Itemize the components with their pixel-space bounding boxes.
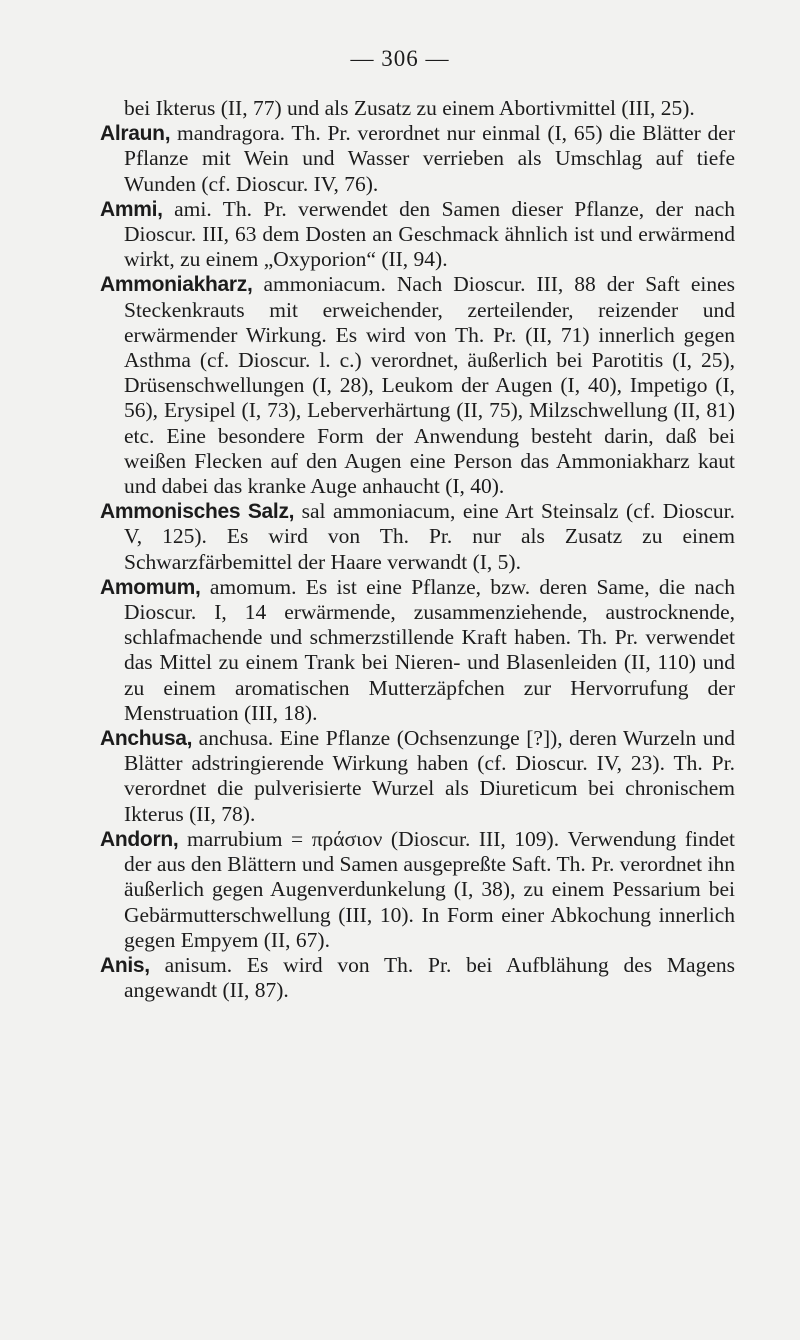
entry-body: sal ammoniacum, eine Art Steinsalz (cf. Dioscur. V, 125). Es wird von Th. Pr. nur als Zusatz zu einem Schwarzfärbemittel der Haare verwandt (I, 5). xyxy=(124,499,735,574)
entry-body: anchusa. Eine Pflanze (Ochsenzunge [?]), deren Wurzeln und Blätter adstringierende Wirkung haben (cf. Dioscur. IV, 23). Th. Pr. verordnet die pulverisierte Wurzel als Diureticum bei chronischem Ikterus (II, 78). xyxy=(124,726,735,826)
entry-heading: Ammoniakharz, xyxy=(100,273,253,297)
entry-amomum xyxy=(100,575,735,726)
page-number: — 306 — xyxy=(350,46,450,71)
entry-heading: Ammi, xyxy=(100,197,163,221)
entry-heading: Alraun, xyxy=(100,122,171,146)
entry-body: ami. Th. Pr. verwendet den Samen dieser Pflanze, der nach Dioscur. III, 63 dem Dosten an Geschmack ähnlich ist und erwärmend wirkt, zu einem „Oxyporion“ (II, 94). xyxy=(124,196,735,272)
entry-body: marrubium = πράσιον (Dioscur. III, 109). Verwendung findet der aus den Blättern und Samen ausgepreßte Saft. Th. Pr. verordnet ihn äußerlich gegen Augenverdunkelung (I, 38), zu einem Pessarium bei Gebärmutterschwellung (III, 10). In Form einer Abkochung innerlich gegen Empyem (II, 67). xyxy=(124,826,736,952)
entry-body: bei Ikterus (II, 77) und als Zusatz zu einem Abortivmittel (III, 25). xyxy=(124,96,695,120)
entry-ammonisches-salz xyxy=(100,499,735,575)
entry-body: amomum. Es ist eine Pflanze, bzw. deren Same, die nach Dioscur. I, 14 erwärmende, zusammenziehende, austrocknende, schlafmachende und schmerzstillende Kraft haben. Th. Pr. verwendet das Mittel zu einem Trank bei Nieren- und Blasenleiden (II, 110) und zu einem aromatischen Mutterzäpfchen zur Hervorrufung der Menstruation (III, 18). xyxy=(124,574,735,725)
entry-heading: Amomum, xyxy=(100,575,201,599)
entry-heading: Anis, xyxy=(100,953,150,977)
entry-anis xyxy=(100,953,735,1003)
page-text xyxy=(100,96,735,1003)
entry-heading: Andorn, xyxy=(100,827,179,851)
entry-alraun xyxy=(100,121,735,197)
entry-anchusa xyxy=(100,726,735,827)
entry-continuation xyxy=(100,96,735,121)
entry-heading: Anchusa, xyxy=(100,727,193,751)
entry-body: anisum. Es wird von Th. Pr. bei Aufblähung des Magens angewandt (II, 87). xyxy=(124,952,735,1003)
entry-ammi xyxy=(100,197,735,273)
entry-heading: Ammonisches Salz, xyxy=(100,500,295,524)
entry-andorn xyxy=(100,827,735,953)
entry-ammoniakharz xyxy=(100,272,735,499)
entry-body: ammoniacum. Nach Dioscur. III, 88 der Saft eines Steckenkrauts mit erweichender, zerteilender, reizender und erwärmender Wirkung. Es wird von Th. Pr. (II, 71) innerlich gegen Asthma (cf. Dioscur. l. c.) verordnet, äußerlich bei Parotitis (I, 25), Drüsenschwellungen (I, 28), Leukom der Augen (I, 40), Impetigo (I, 56), Erysipel (I, 73), Leberverhärtung (II, 75), Milzschwellung (II, 81) etc. Eine besondere Form der Anwendung besteht darin, daß bei weißen Flecken auf den Augen eine Person das Ammoniakharz kaut und dabei das kranke Auge anhaucht (I, 40). xyxy=(124,272,735,499)
entry-body: mandragora. Th. Pr. verordnet nur einmal (I, 65) die Blätter der Pflanze mit Wein und Wasser verrieben als Umschlag auf tiefe Wunden (cf. Dioscur. IV, 76). xyxy=(124,121,735,196)
